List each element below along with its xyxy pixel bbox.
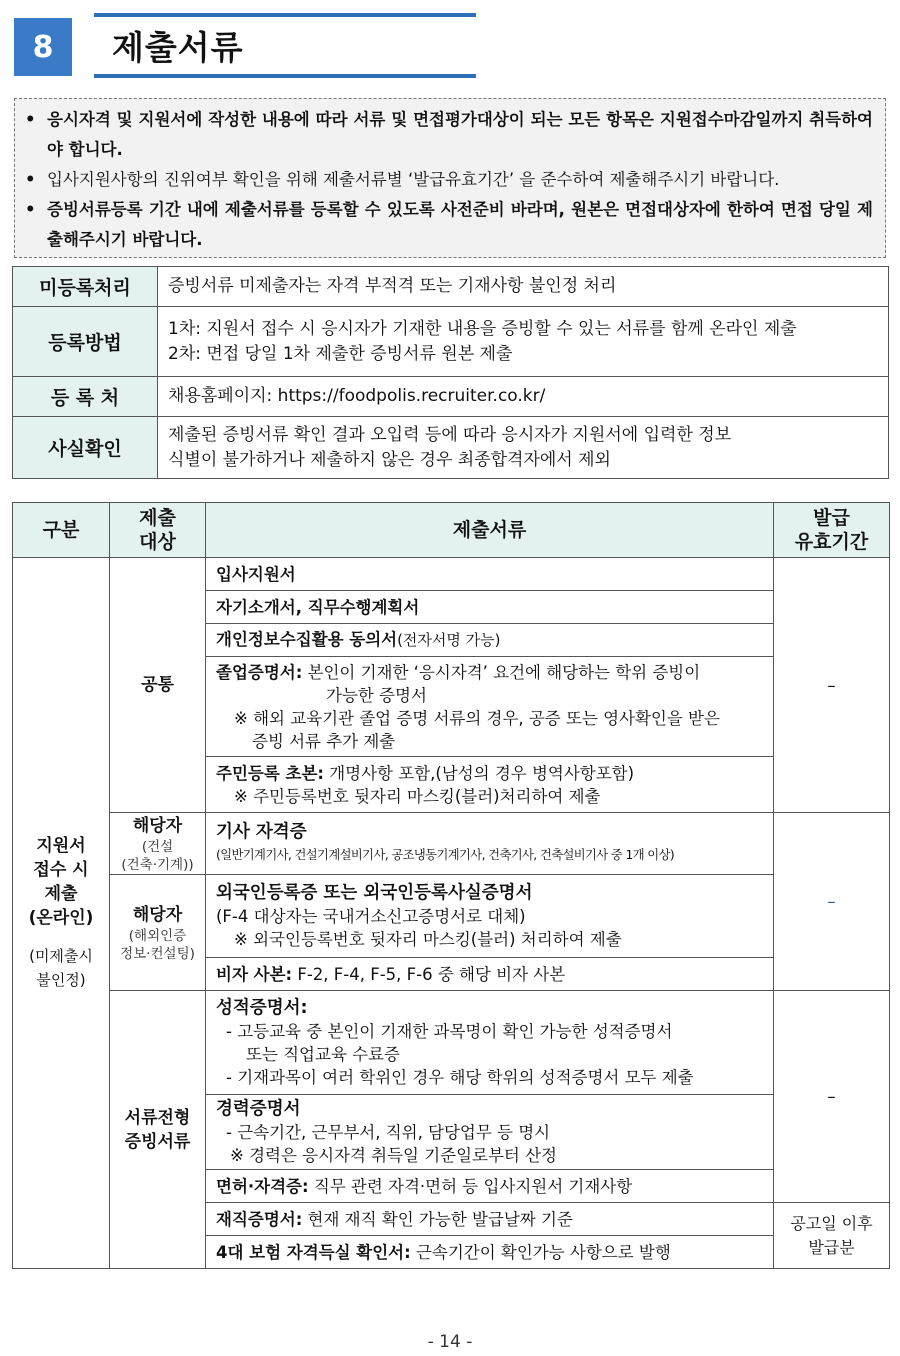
- doc-note: ※ 주민등록번호 뒷자리 마스킹(블러)처리하여 제출: [234, 786, 601, 806]
- table-row: [13, 558, 890, 591]
- bullet-icon: •: [25, 110, 36, 129]
- section-number: 8: [14, 18, 72, 76]
- header-documents: 제출서류: [206, 503, 774, 558]
- header-line: 유효기간: [794, 531, 869, 553]
- validity-line: 발급분: [808, 1237, 855, 1257]
- doc-text: 직무 관련 자격·면허 등 입사지원서 기재사항: [313, 1176, 633, 1196]
- doc-title: 경력증명서: [216, 1098, 301, 1119]
- doc-text: 개명사항 포함,(남성의 경우 병역사항포함): [329, 763, 635, 783]
- row-line: 제출된 증빙서류 확인 결과 오입력 등에 따라 응시자가 지원서에 입력한 정보: [168, 424, 732, 445]
- bullet-icon: •: [25, 170, 36, 189]
- doc-note: ※ 외국인등록번호 뒷자리 마스킹(블러) 처리하여 제출: [234, 929, 622, 949]
- validity-value: –: [827, 892, 836, 911]
- row-line: 1차: 지원서 접수 시 응시자가 기재한 내용을 증빙할 수 있는 서류를 함께 온라인 제출: [168, 318, 797, 339]
- doc-title: 졸업증명서:: [216, 662, 303, 682]
- header-line: 대상: [139, 531, 176, 553]
- group-applicable-overseas: [110, 875, 206, 991]
- doc-cell: [206, 958, 774, 991]
- notice-box: [14, 98, 886, 258]
- row-value: [158, 307, 889, 377]
- group-applicable-construction: [110, 813, 206, 875]
- doc-cell: [206, 757, 774, 813]
- doc-text: 근속기간이 확인가능 사항으로 발행: [415, 1242, 671, 1262]
- section-title: 제출서류: [112, 28, 244, 67]
- group-title: 해당자: [132, 904, 183, 925]
- validity-line: 공고일 이후: [790, 1213, 873, 1233]
- doc-title: 재직증명서:: [216, 1209, 303, 1229]
- category-line: 접수 시: [33, 860, 89, 880]
- row-label: 등록방법: [13, 307, 158, 377]
- category-line: (온라인): [28, 908, 94, 928]
- header-target: [110, 503, 206, 558]
- doc-title: 외국인등록증 또는 외국인등록사실증명서: [216, 882, 533, 903]
- doc-title: 주민등록 초본:: [216, 763, 324, 783]
- table-header-row: [13, 503, 890, 558]
- bullet-icon: •: [25, 200, 36, 219]
- validity-cell: –: [774, 558, 890, 813]
- row-line: 식별이 불가하거나 제출하지 않은 경우 최종합격자에서 제외: [168, 449, 611, 470]
- header-category: 구분: [13, 503, 110, 558]
- category-line: 제출: [44, 884, 78, 904]
- row-value: 채용홈페이지: https://foodpolis.recruiter.co.kr/: [158, 377, 889, 417]
- row-value: [158, 417, 889, 479]
- doc-text: 현재 재직 확인 가능한 발급날짜 기준: [307, 1209, 573, 1229]
- doc-title: 면허·자격증:: [216, 1176, 309, 1196]
- header-line: 발급: [813, 507, 850, 529]
- table-row: [13, 267, 889, 307]
- doc-title: 개인정보수집활용 동의서: [216, 630, 398, 649]
- group-line: 증빙서류: [124, 1131, 191, 1152]
- doc-cell: [206, 1236, 774, 1269]
- table-row: [13, 417, 889, 479]
- info-table: [12, 266, 889, 479]
- doc-title: 성적증명서:: [216, 997, 308, 1018]
- group-line: 서류전형: [124, 1107, 191, 1128]
- validity-cell: –: [774, 991, 890, 1203]
- validity-cell: [774, 1203, 890, 1269]
- doc-cell: [206, 624, 774, 657]
- notice-text: 증빙서류등록 기간 내에 제출서류를 등록할 수 있도록 사전준비 바라며, 원본은 면접대상자에 한하여 면접 당일 제출해주시기 바랍니다.: [47, 200, 873, 249]
- doc-cell: 자기소개서, 직무수행계획서: [206, 591, 774, 624]
- doc-text: F-2, F-4, F-5, F-6 중 해당 비자 사본: [297, 964, 566, 984]
- title-rule-top: [94, 13, 476, 17]
- doc-note: ※ 해외 교육기관 졸업 증명 서류의 경우, 공증 또는 영사확인을 받은: [234, 708, 720, 728]
- group-sub: (건축·기계)): [121, 856, 194, 873]
- doc-text: - 기재과목이 여러 학위인 경우 해당 학위의 성적증명서 모두 제출: [226, 1067, 694, 1087]
- doc-text: - 고등교육 중 본인이 기재한 과목명이 확인 가능한 성적증명서: [226, 1021, 673, 1041]
- page-number: - 14 -: [427, 1332, 473, 1352]
- category-note: (미제출시: [29, 947, 93, 965]
- doc-cell: [206, 991, 774, 1095]
- notice-item: [25, 195, 873, 255]
- doc-text: 본인이 기재한 ‘응시자격’ 요건에 해당하는 학위 증빙이: [307, 662, 701, 682]
- group-sub: (해외인증: [128, 927, 187, 944]
- category-cell: [13, 558, 110, 1269]
- table-row: [13, 875, 890, 958]
- notice-item: [25, 165, 873, 195]
- row-label: 사실확인: [13, 417, 158, 479]
- group-screening: [110, 991, 206, 1269]
- table-row: [13, 813, 890, 875]
- notice-text: 입사지원사항의 진위여부 확인을 위해 제출서류별 ‘발급유효기간’ 을 준수하여 제출해주시기 바랍니다.: [47, 170, 780, 189]
- row-label: 등 록 처: [13, 377, 158, 417]
- row-value: 증빙서류 미제출자는 자격 부적격 또는 기재사항 불인정 처리: [158, 267, 889, 307]
- doc-note: ※ 경력은 응시자격 취득일 기준일로부터 산정: [230, 1145, 557, 1165]
- table-row: [13, 991, 890, 1095]
- validity-cell: [774, 813, 890, 991]
- title-rule-bottom: [94, 74, 476, 78]
- category-line: 지원서: [36, 836, 86, 856]
- doc-text: 또는 직업교육 수료증: [246, 1044, 400, 1064]
- header-line: 제출: [139, 507, 176, 529]
- doc-note: 증빙 서류 추가 제출: [252, 731, 396, 751]
- group-title: 해당자: [132, 815, 183, 836]
- doc-title: 기사 자격증: [216, 821, 307, 842]
- doc-cell: [206, 1170, 774, 1203]
- doc-title: 4대 보험 자격득실 확인서:: [216, 1242, 411, 1262]
- header-validity: [774, 503, 890, 558]
- doc-cell: [206, 875, 774, 958]
- doc-text: (F-4 대상자는 국내거소신고증명서로 대체): [216, 906, 526, 926]
- notice-item: [25, 105, 873, 165]
- group-sub: (건설: [141, 838, 174, 855]
- category-note: 불인정): [36, 971, 86, 989]
- doc-note: (전자서명 가능): [397, 631, 501, 649]
- doc-cell: [206, 1095, 774, 1170]
- table-row: [13, 307, 889, 377]
- doc-note: (일반기계기사, 건설기계설비기사, 공조냉동기계기사, 건축기사, 건축설비기사 중 1개 이상): [216, 847, 675, 862]
- documents-table: [12, 502, 890, 1269]
- group-common: 공통: [110, 558, 206, 813]
- group-sub: 정보·컨설팅): [120, 945, 195, 962]
- row-label: 미등록처리: [13, 267, 158, 307]
- doc-title: 비자 사본:: [216, 964, 293, 984]
- doc-cell: 입사지원서: [206, 558, 774, 591]
- doc-text: - 근속기간, 근무부서, 직위, 담당업무 등 명시: [226, 1122, 551, 1142]
- doc-cell: [206, 657, 774, 757]
- table-row: [13, 377, 889, 417]
- row-line: 2차: 면접 당일 1차 제출한 증빙서류 원본 제출: [168, 343, 513, 364]
- notice-text: 응시자격 및 지원서에 작성한 내용에 따라 서류 및 면접평가대상이 되는 모든 항목은 지원접수마감일까지 취득하여야 합니다.: [47, 110, 873, 159]
- doc-cell: [206, 813, 774, 875]
- doc-text: 가능한 증명서: [326, 685, 427, 705]
- doc-cell: [206, 1203, 774, 1236]
